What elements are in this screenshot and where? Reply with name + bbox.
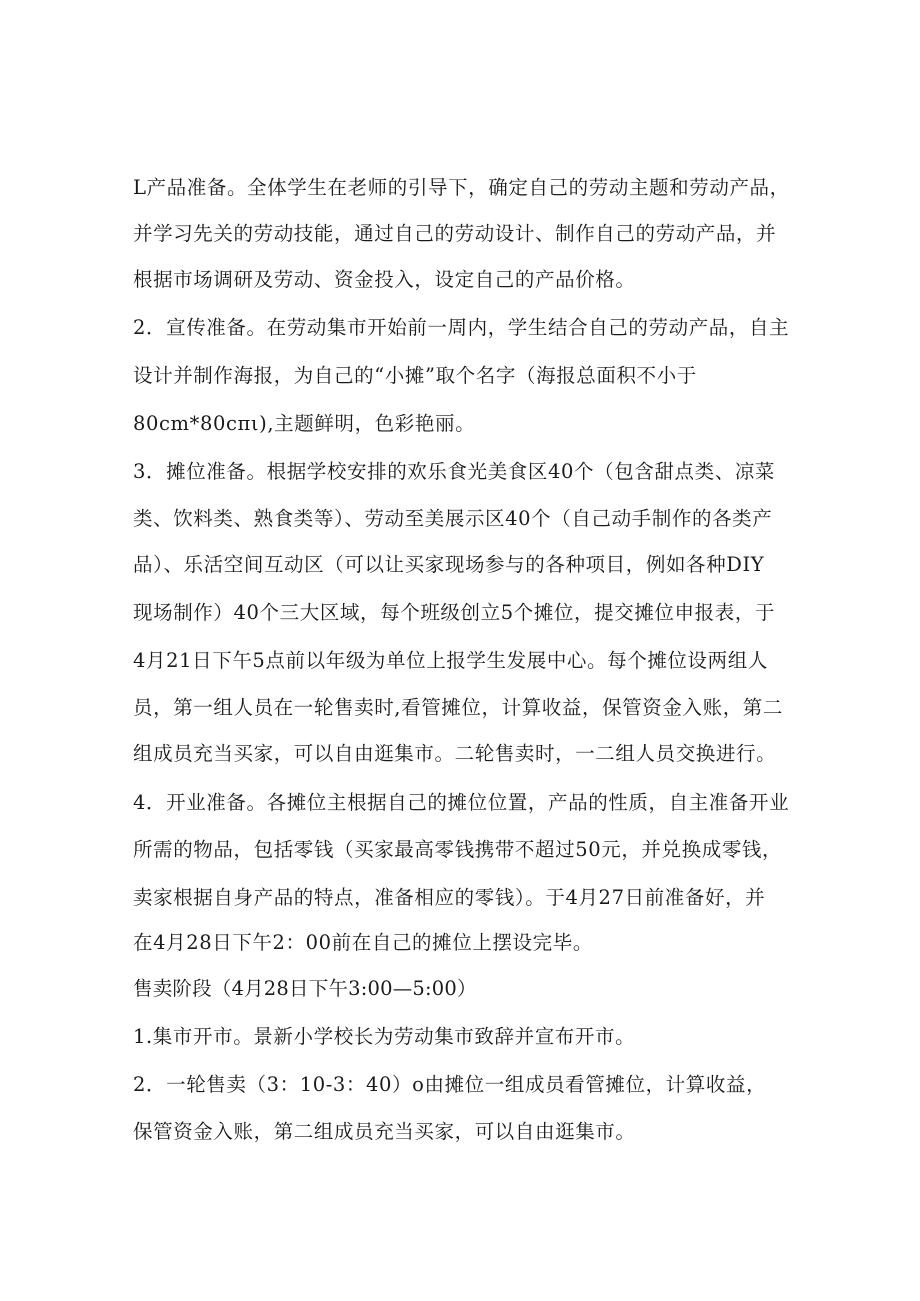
- text-line: 并学习先关的劳动技能，通过自己的劳动设计、制作自己的劳动产品，并: [133, 222, 777, 245]
- text-line: 所需的物品，包括零钱（买家最高零钱携带不超过50元，并兑换成零钱，: [133, 838, 783, 861]
- text-line: 4．开业准备。各摊位主根据自己的摊位位置，产品的性质，自主准备开业: [133, 791, 790, 814]
- text-line: 在4月28日下午2：00前在自己的摊位上摆设完毕。: [133, 931, 593, 954]
- text-line: 2．宣传准备。在劳动集市开始前一周内，学生结合自己的劳动产品，自主: [133, 316, 790, 339]
- text-line: 类、饮料类、熟食类等）、劳动至美展示区40个（自己动手制作的各类产: [133, 507, 773, 530]
- text-line: 卖家根据自身产品的特点，准备相应的零钱）。于4月27日前准备好，并: [133, 886, 766, 909]
- text-line: 80cm*80cπι),主题鲜明，色彩艳丽。: [133, 412, 476, 435]
- text-line: 根据市场调研及劳动、资金投入，设定自己的产品价格。: [133, 268, 636, 291]
- text-line: 现场制作）40个三大区域，每个班级创立5个摊位，提交摊位申报表，于: [133, 601, 776, 624]
- text-line: 4月21日下午5点前以年级为单位上报学生发展中心。每个摊位设两组人: [133, 649, 768, 672]
- text-line: 2．一轮售卖（3：10-3：40）o由摊位一组成员看管摊位，计算收益，: [133, 1073, 767, 1096]
- text-line: 3．摊位准备。根据学校安排的欢乐食光美食区40个（包含甜点类、凉菜: [133, 460, 776, 483]
- text-line: 员，第一组人员在一轮售卖时,看管摊位，计算收益，保管资金入账，第二: [133, 696, 783, 719]
- text-line: 组成员充当买家，可以自由逛集市。二轮售卖时，一二组人员交换进行。: [133, 742, 777, 765]
- text-line: 保管资金入账，第二组成员充当买家，可以自由逛集市。: [133, 1120, 636, 1143]
- text-line: 设计并制作海报，为自己的“小摊”取个名字（海报总面积不小于: [133, 364, 697, 387]
- text-line: 1.集市开市。景新小学校长为劳动集市致辞并宣布开市。: [133, 1025, 636, 1048]
- text-line: L产品准备。全体学生在老师的引导下，确定自己的劳动主题和劳动产品，: [133, 176, 790, 199]
- section-heading: 售卖阶段（4月28日下午3:00—5:00）: [133, 977, 477, 1000]
- text-line: 品）、乐活空间互动区（可以让买家现场参与的各种项目，例如各种DIY: [133, 553, 765, 576]
